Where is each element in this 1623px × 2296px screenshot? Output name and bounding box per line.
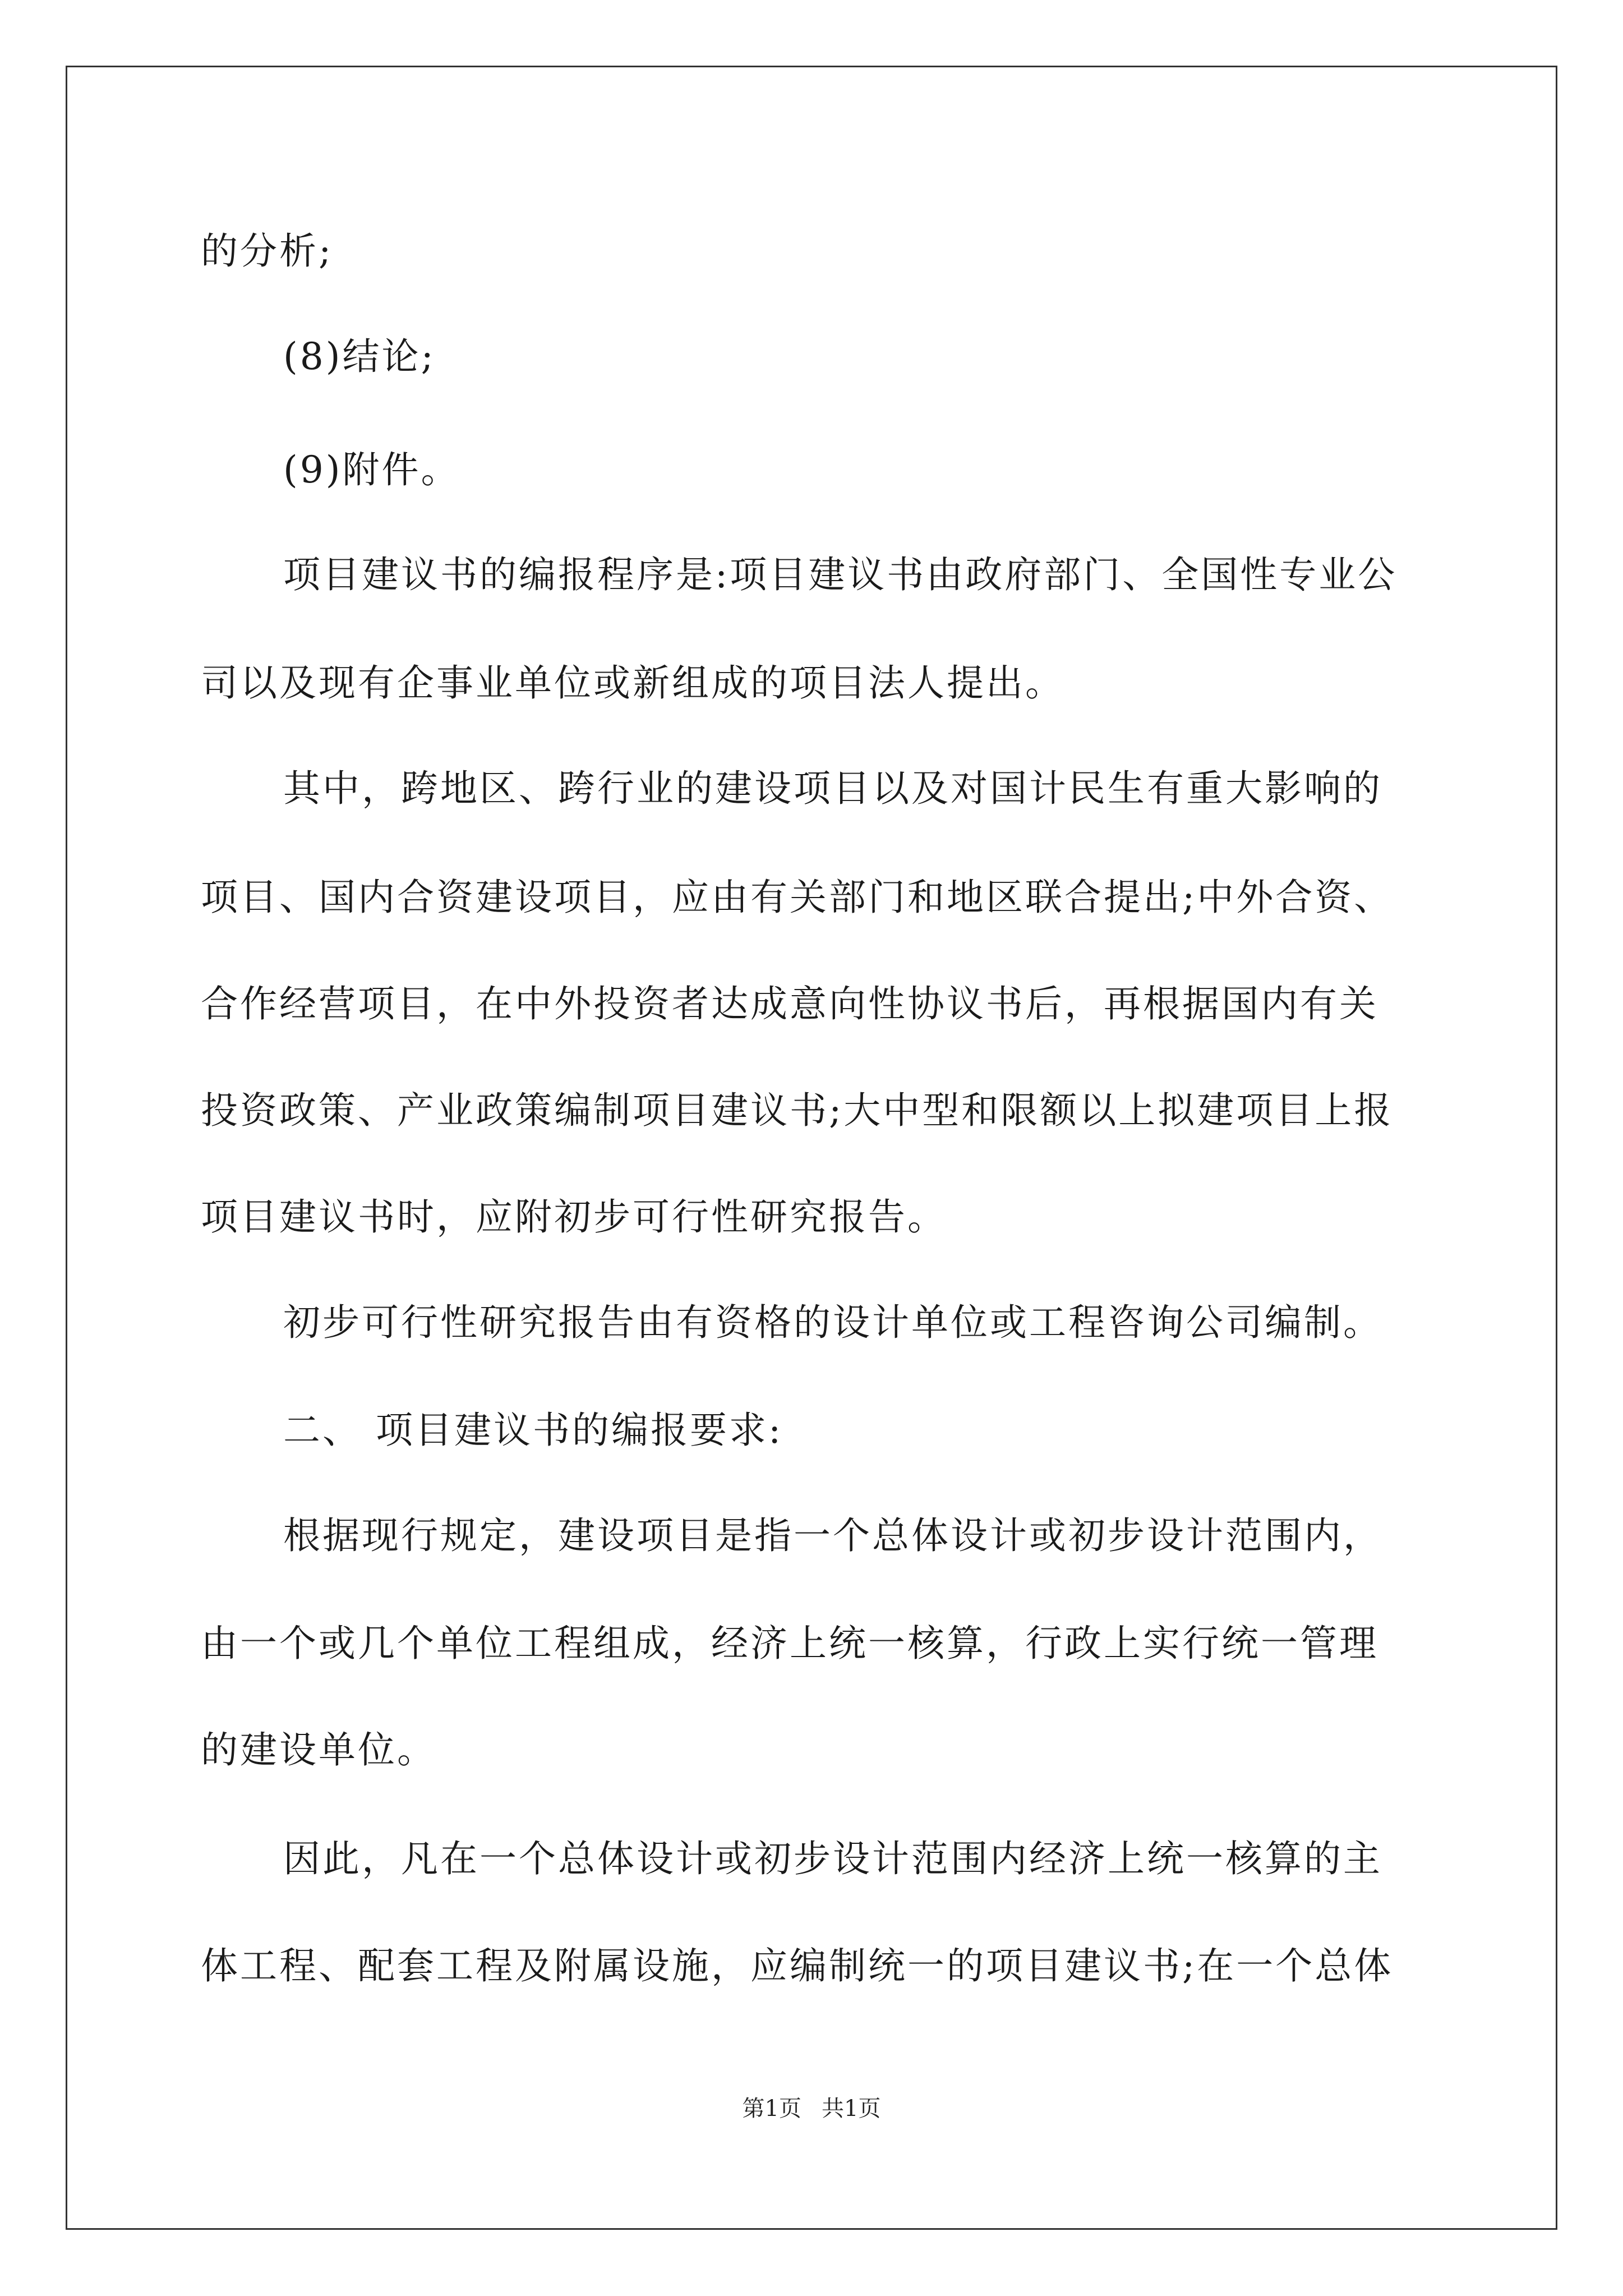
text-line-7: 项目、国内合资建设项目，应由有关部门和地区联合提出;中外合资、	[201, 876, 1394, 919]
page-border	[66, 66, 1557, 2230]
text-line-8: 合作经营项目，在中外投资者达成意向性协议书后，再根据国内有关	[201, 982, 1378, 1025]
page-total: 共1页	[822, 2096, 881, 2122]
text-line-6: 其中，跨地区、跨行业的建设项目以及对国计民生有重大影响的	[283, 767, 1382, 810]
text-line-2: (8)结论;	[283, 335, 436, 378]
text-line-4: 项目建议书的编报程序是:项目建议书由政府部门、全国性专业公	[283, 553, 1398, 596]
text-line-10: 项目建议书时，应附初步可行性研究报告。	[201, 1195, 947, 1239]
text-line-9: 投资政策、产业政策编制项目建议书;大中型和限额以上拟建项目上报	[201, 1089, 1394, 1132]
text-line-11: 初步可行性研究报告由有资格的设计单位或工程咨询公司编制。	[283, 1301, 1382, 1344]
page-footer	[0, 2095, 1623, 2123]
text-line-13: 根据现行规定，建设项目是指一个总体设计或初步设计范围内，	[283, 1514, 1382, 1557]
page-number: 第1页	[742, 2096, 801, 2122]
text-line-12: 二、 项目建议书的编报要求:	[283, 1409, 783, 1452]
text-line-5: 司以及现有企事业单位或新组成的项目法人提出。	[201, 661, 1064, 705]
text-line-14: 由一个或几个单位工程组成，经济上统一核算，行政上实行统一管理	[201, 1622, 1378, 1665]
text-line-16: 因此，凡在一个总体设计或初步设计范围内经济上统一核算的主	[283, 1837, 1382, 1880]
text-line-3: (9)附件。	[283, 448, 460, 491]
text-line-15: 的建设单位。	[201, 1728, 436, 1772]
text-line-1: 的分析;	[201, 229, 334, 273]
text-line-17: 体工程、配套工程及附属设施，应编制统一的项目建议书;在一个总体	[201, 1944, 1394, 1987]
